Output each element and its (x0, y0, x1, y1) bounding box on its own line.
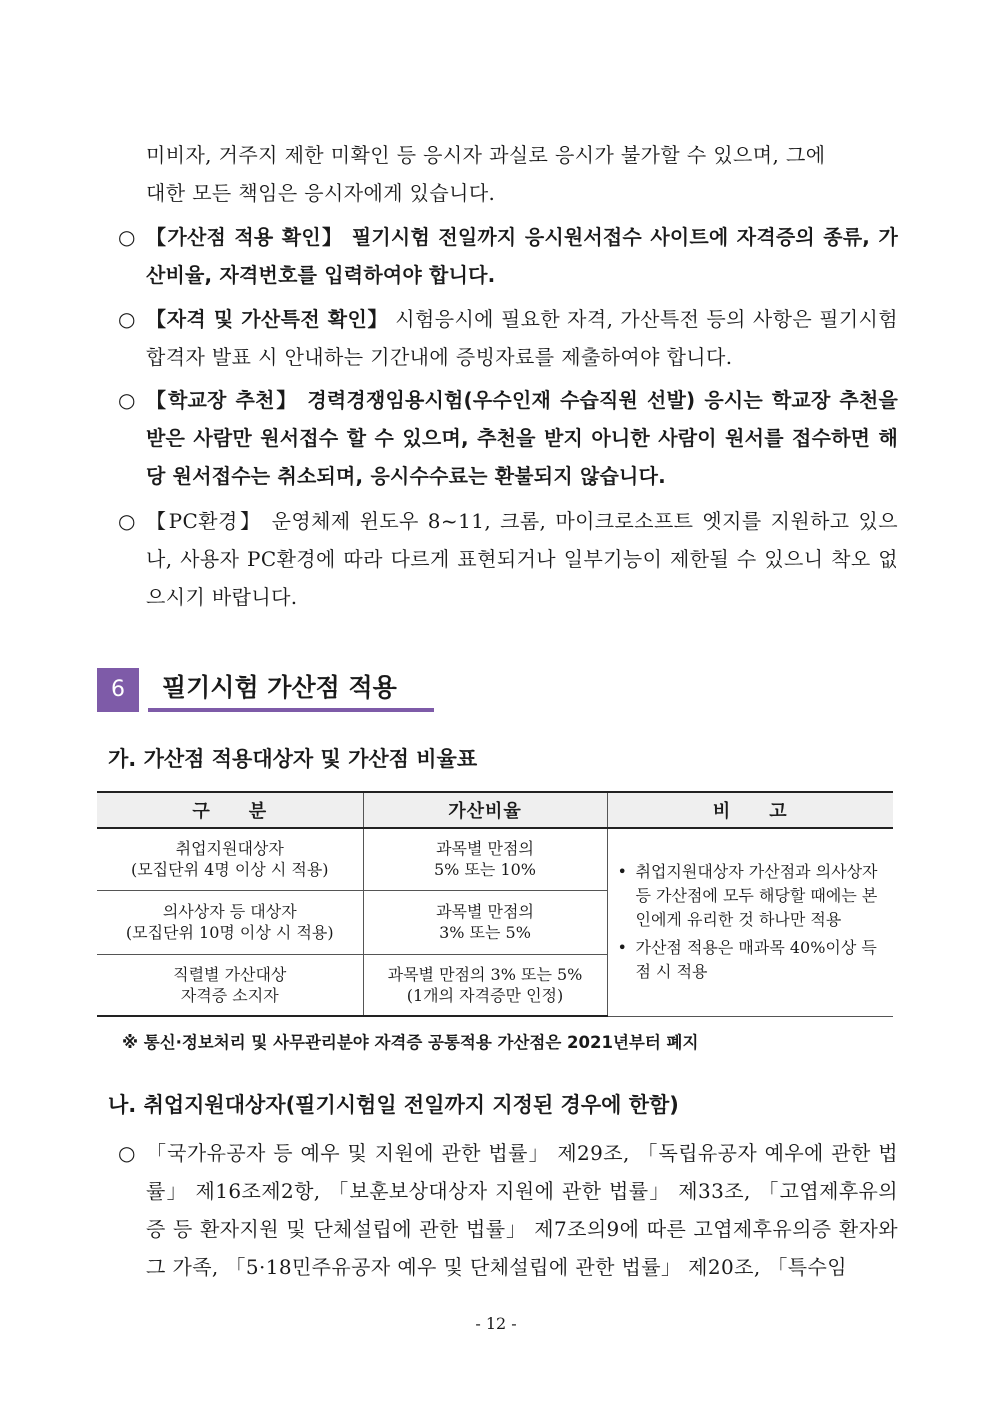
category-line: 직렬별 가산대상 (173, 964, 287, 984)
table-row (97, 828, 893, 890)
category-line: 자격증 소지자 (180, 985, 279, 1005)
intro-line-2: 대한 모든 책임은 응시자에게 있습니다. (146, 181, 496, 205)
section-number: 6 (97, 668, 139, 712)
category-line: 의사상자 등 대상자 (162, 902, 297, 921)
category-line: (모집단위 4명 이상 시 적용) (130, 860, 329, 880)
ratio-cell (363, 828, 607, 890)
circle-bullet-icon: ○ (118, 307, 136, 331)
table-header-row (97, 792, 893, 828)
bullet-label: 【자격 및 가산특전 확인】 (146, 307, 389, 331)
bullet-body: 시험응시에 필요한 자격, 가산특전 등의 사항은 필기시험 합격자 발표 시 안내하는 기간내에 증빙자료를 제출하여야 합니다. (146, 307, 898, 369)
subsection-a-title: 가. 가산점 적용대상자 및 가산점 비율표 (108, 747, 478, 771)
dot-bullet-icon: • (617, 862, 627, 882)
bullet-employment-support (118, 1134, 898, 1286)
circle-bullet-icon: ○ (118, 388, 136, 412)
category-line: 취업지원대상자 (175, 839, 284, 859)
bullet-qualification-check (118, 300, 898, 376)
bullet-label: 【PC환경】 (146, 509, 263, 533)
bonus-ratio-table (97, 791, 893, 1017)
ratio-line: 3% 또는 5% (439, 923, 531, 942)
header-remarks: 비 고 (607, 792, 893, 828)
category-cell (97, 890, 363, 954)
header-category: 구 분 (97, 792, 363, 828)
bullet-body: 필기시험 전일까지 응시원서접수 사이트에 자격증의 종류, 가산비율, 자격번호를 입력하여야 합니다. (146, 225, 899, 287)
remark-item (618, 860, 884, 932)
dot-bullet-icon: • (617, 938, 627, 958)
circle-bullet-icon: ○ (118, 1141, 136, 1165)
ratio-line: 과목별 만점의 3% 또는 5% (387, 964, 583, 984)
circle-bullet-icon: ○ (118, 509, 136, 533)
bullet-bonus-check (118, 218, 898, 294)
intro-paragraph (146, 136, 898, 212)
bullet-body: 운영체제 윈도우 8~11, 크롬, 마이크로소프트 엣지를 지원하고 있으나, 사용자 PC환경에 따라 다르게 표현되거나 일부기능이 제한될 수 있으니 착오 없으시기 바랍니다. (146, 509, 898, 609)
ratio-line: (1개의 자격증만 인정) (406, 985, 564, 1005)
intro-line-1: 미비자, 거주지 제한 미확인 등 응시자 과실로 응시가 불가할 수 있으며, 그에 (146, 143, 826, 167)
table-footnote: ※ 통신·정보처리 및 사무관리분야 자격증 공통적용 가산점은 2021년부터 폐지 (122, 1033, 699, 1052)
remark-text: 취업지원대상자 가산점과 의사상자 등 가산점에 모두 해당할 때에는 본인에게 유리한 것 하나만 적용 (635, 862, 878, 930)
remark-text: 가산점 적용은 매과목 40%이상 득점 시 적용 (635, 938, 877, 982)
ratio-cell (363, 890, 607, 954)
ratio-line: 과목별 만점의 (436, 839, 534, 859)
ratio-line: 과목별 만점의 (436, 902, 534, 921)
remarks-cell (607, 828, 893, 1016)
bullet-body: 경력경쟁임용시험(우수인재 수습직원 선발) 응시는 학교장 추천을 받은 사람만 원서접수 할 수 있으며, 추천을 받지 아니한 사람이 원서를 접수하면 해당 원서접수는 취소되며, 응시수수료는 환불되지 않습니다. (146, 388, 898, 488)
category-cell (97, 954, 363, 1016)
ratio-cell (363, 954, 607, 1016)
ratio-line: 5% 또는 10% (433, 860, 537, 880)
remark-item (618, 936, 884, 984)
bullet-body: 「국가유공자 등 예우 및 지원에 관한 법률」 제29조, 「독립유공자 예우에 관한 법률」 제16조제2항, 「보훈보상대상자 지원에 관한 법률」 제33조, 「고엽제후유의증 등 환자지원 및 단체설립에 관한 법률」 제7조의9에 따른 고엽제후유의증 환자와 그 가족, 「5·18민주유공자 예우 및 단체설립에 관한 법률」 제20조, 「특수임 (146, 1141, 898, 1279)
bullet-principal-recommendation (118, 381, 898, 495)
circle-bullet-icon: ○ (118, 225, 136, 249)
bullet-label: 【가산점 적용 확인】 (146, 225, 344, 249)
category-cell (97, 828, 363, 890)
bullet-pc-environment (118, 502, 898, 616)
bullet-label: 【학교장 추천】 (146, 388, 299, 412)
page-number: - 12 - (475, 1314, 517, 1333)
category-line: (모집단위 10명 이상 시 적용) (125, 923, 334, 942)
header-ratio: 가산비율 (363, 792, 607, 828)
section-title: 필기시험 가산점 적용 (148, 668, 434, 712)
subsection-b-title: 나. 취업지원대상자(필기시험일 전일까지 지정된 경우에 한함) (108, 1093, 679, 1117)
